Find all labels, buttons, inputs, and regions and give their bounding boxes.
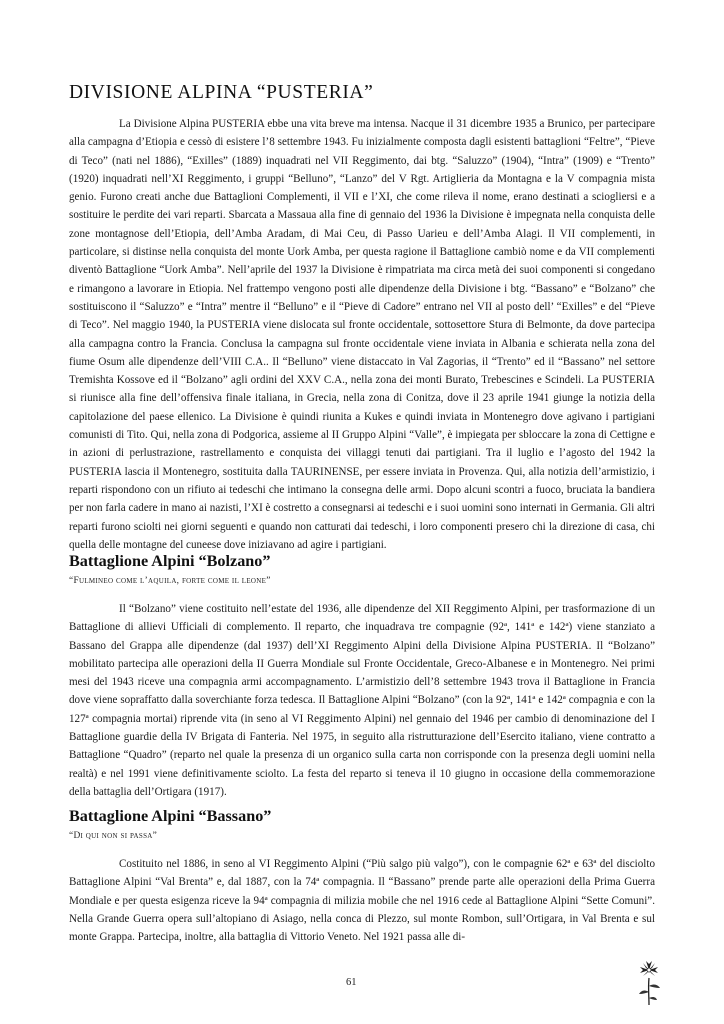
page-number: 61 [346,977,357,988]
paragraph-bassano-text: Costituito nel 1886, in seno al VI Reggimento Alpini (“Più salgo più valgo”), con le compagnie 62ª e 63ª del disciolto Battaglione Alpini “Val Brenta” e, dal 1887, con la 74ª compagnia. Il “Bassano” prende parte alle operazioni della Prima Guerra Mondiale e per questa esigenza riceve la 94ª compagnia di milizia mobile che nel 1916 cede al Battaglione Alpini “Sette Comuni”. Nella Grande Guerra opera sull’altopiano di Asiago, nella conca di Plezzo, sul monte Rombon, sull’Ortigara, in Val Brenta e sul monte Grappa. Partecipa, inoltre, alla battaglia di Vittorio Veneto. Nel 1921 passa alle di- [69,858,655,944]
section-title-bolzano: Battaglione Alpini “Bolzano” [69,552,271,570]
motto-bolzano: “Fulmineo come l’aquila, forte come il leone” [69,576,271,586]
paragraph-bolzano-text: Il “Bolzano” viene costituito nell’estate del 1936, alle dipendenze del XII Reggimento Alpini, per trasformazione di un Battaglione di allievi Ufficiali di complemento. Il reparto, che inquadrava tre compagnie (92ª, 141ª e 142ª) viene stanziato a Bassano del Grappa alle dipendenze (dal 1937) dell’XI Reggimento Alpini della Divisione Alpina PUSTERIA. Il “Bolzano” mobilitato partecipa alle operazioni della II Guerra Mondiale sul Fronte Occidentale, Greco-Albanese e in Montenegro. Nei primi mesi del 1943 riceve una compagnia armi accompagnamento. L’armistizio dell’8 settembre 1943 trova il Battaglione in Francia dove viene sopraffatto dalla soverchiante forza tedesca. Il Battaglione Alpini “Bolzano” (con la 92ª, 141ª e 142ª compagnia e con la 127ª compagnia mortai) riprende vita (in seno al VI Reggimento Alpini) nel gennaio del 1946 per cambio di denominazione del I Battaglione guardie della IV Brigata di Fanteria. Nel 1975, in seguito alla ristrutturazione dell’Esercito italiano, viene contratto a Battaglione “Quadro” (reparto nel quale la presenza di un organico sulla carta non corrisponde con la presenza degli uomini nella realtà) e nel 1991 viene definitivamente sciolto. La festa del reparto si teneva il 10 giugno in occasione della commemorazione della battaglia dell’Ortigara (1917). [69,603,655,798]
flower-icon [634,958,664,1006]
paragraph-bassano [69,855,655,946]
section-title-pusteria: DIVISIONE ALPINA “PUSTERIA” [69,82,374,103]
paragraph-pusteria-text: La Divisione Alpina PUSTERIA ebbe una vita breve ma intensa. Nacque il 31 dicembre 1935 a Brunico, per partecipare alla campagna d’Etiopia e cessò di esistere l’8 settembre 1943. Fu inizialmente composta dagli esistenti battaglioni “Feltre”, “Pieve di Teco” (nati nel 1886), “Exilles” (1889) inquadrati nel VII Reggimento, dai btg. “Saluzzo” (1904), “Intra” (1909) e “Trento” (1920) inquadrati nell’XI Reggimento, i gruppi “Belluno”, “Lanzo” del V Rgt. Artiglieria da Montagna e la V compagnia mista genio. Furono creati anche due Battaglioni Complementi, il VII e l’XI, che come rileva il nome, erano destinati a sciogliersi e a sostituire le perdite dei vari reparti. Sbarcata a Massaua alla fine di gennaio del 1936 la Divisione è impegnata nella conquista delle zone montagnose dell’Etiopia, dell’Amba Aradam, di Mai Ceu, di Passo Uarieu e dell’Amba Alagi. Il VII complementi, in particolare, si distinse nella conquista del monte Uork Amba, per questa ragione il Battaglione cambiò nome e da VII complementi diventò Battaglione “Uork Amba”. Nell’aprile del 1937 la Divisione è rimpatriata ma circa metà dei suoi componenti si congedano e rimangono a lavorare in Etiopia. Nel frattempo vengono posti alle dipendenze della Divisione i btg. “Bassano” e “Bolzano” che sostituiscono il “Saluzzo” e “Intra” mentre il “Belluno” e il “Pieve di Cadore” entrano nel VII al posto dell’ “Exilles” e del “Pieve di Teco”. Nel maggio 1940, la PUSTERIA viene dislocata sul fronte occidentale, sottosettore Stura di Belmonte, da dove partecipa alla campagna contro la Francia. Conclusa la campagna sul fronte occidentale viene inviata in Albania e schierata nella zona del fiume Osum alle dipendenze dell’VIII C.A.. Il “Belluno” viene distaccato in Val Zagorias, il “Trento” ed il “Bassano” nel settore Tremishta Kossove ed il “Bolzano” agli ordini del XXV C.A., nella zona dei monti Burato, Trebescines e Scindeli. La PUSTERIA si riunisce alla fine dell’offensiva finale italiana, in Grecia, nella zona di Conitza, dove il 23 aprile 1941 giunge la notizia della capitolazione del paese ellenico. La Divisione è quindi riunita a Kukes e quindi inviata in Montenegro dove agivano i partigiani comunisti di Tito. Qui, nella zona di Podgorica, assieme al II Gruppo Alpini “Valle”, è impiegata per sbloccare la zona di Cettigne e in azioni di perlustrazione, rastrellamento e conquista dei villaggi tenuti dai partigiani. Tra il luglio e l’agosto del 1942 la PUSTERIA lascia il Montenegro, sostituita dalla TAURINENSE, per essere inviata in Provenza. Qui, alla notizia dell’armistizio, i reparti rispondono con un rifiuto ai tedeschi che intimano la consegna delle armi. Dopo alcuni scontri a fuoco, bruciata la bandiera per non farla cadere in mano ai nazisti, l’XI è costretto a consegnarsi ai tedeschi e i suoi uomini sono internati in Germania. Gli altri reparti furono sciolti nei giorni seguenti e quando non catturati dai tedeschi, i loro componenti presero chi la direzione di casa, chi quella delle montagne del cuneese dove iniziavano ad agire i partigiani. [69,118,655,551]
paragraph-bolzano [69,600,655,801]
paragraph-pusteria [69,115,655,554]
motto-bassano: “Di qui non si passa” [69,831,158,841]
section-title-bassano: Battaglione Alpini “Bassano” [69,807,272,825]
